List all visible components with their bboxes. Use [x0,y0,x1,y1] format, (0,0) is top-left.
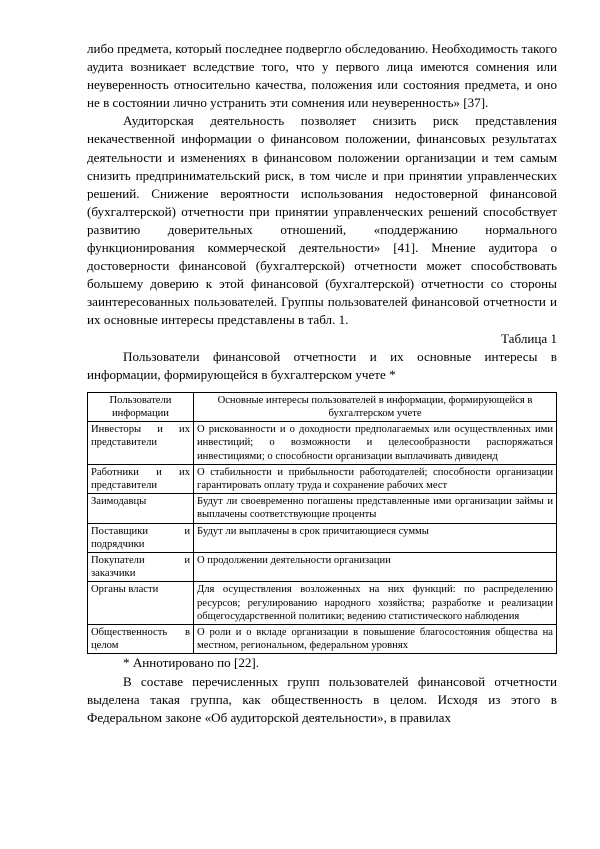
paragraph-audit-activity: Аудиторская деятельность позволяет снизить риск представления некачественной информации о финансовом положении, финансовых результатах деятельности и изменениях в финансовом положении организации и тем самым снизить предпринимательский риск, в том числе и при принятии управленческих решений. Снижение вероятности использования недостоверной финансовой (бухгалтерской) отчетности при принятии управленческих решений способствует развитию доверительных отношений, «поддержанию нормального функционирования коммерческой деятельности» [41]. Мнение аудитора о достоверности финансовой (бухгалтерской) отчетности может способствовать большему доверию к этой финансовой (бухгалтерской) отчетности со стороны заинтересованных пользователей. Группы пользователей финансовой отчетности и их основные интересы представлены в табл. 1. [87,113,557,328]
table-header-row [88,392,557,421]
row-interest: Для осуществления возложенных на них функций: по распределению ресурсов; регулированию народного хозяйства; разработке и реализации общегосударственной политики; ведению статистического наблюдения [194,582,557,625]
row-interest: О продолжении деятельности организации [194,553,557,582]
row-interest: Будут ли своевременно погашены представленные ими организации займы и выплачены соответствующие проценты [194,494,557,523]
row-user-group: Общественность в целом [88,625,194,654]
document-page [87,40,557,727]
header-users: Пользователи информации [88,392,194,421]
row-user-group: Поставщики и подрядчики [88,523,194,552]
table-row [88,582,557,625]
users-interests-table [87,392,557,655]
table-row [88,464,557,493]
table-label: Таблица 1 [501,330,557,346]
row-interest: О стабильности и прибыльности работодателей; способности организации гарантировать оплату труда и сохранение рабочих мест [194,464,557,493]
table-row [88,553,557,582]
header-interests: Основные интересы пользователей в информации, формирующейся в бухгалтерском учете [194,392,557,421]
row-interest: О роли и о вкладе организации в повышение благосостояния общества на местном, региональном, федеральном уровнях [194,625,557,654]
table-row [88,494,557,523]
row-user-group: Заимодавцы [88,494,194,523]
table-caption: Пользователи финансовой отчетности и их основные интересы в информации, формирующейся в бухгалтерском учете * [87,348,557,382]
row-user-group: Инвесторы и их представители [88,422,194,465]
row-interest: Будут ли выплачены в срок причитающиеся суммы [194,523,557,552]
table-row [88,625,557,654]
row-interest: О рискованности и о доходности предполагаемых или осуществленных ими инвестиций; о возможности и целесообразности распоряжаться инвестициями; о способности организации выплачивать дивиденд [194,422,557,465]
row-user-group: Органы власти [88,582,194,625]
row-user-group: Работники и их представители [88,464,194,493]
table-footnote: * Аннотировано по [22]. [123,655,260,671]
table-row [88,523,557,552]
row-user-group: Покупатели и заказчики [88,553,194,582]
paragraph-continuation: либо предмета, который последнее подвергло обследованию. Необходимость такого аудита возникает вследствие того, что у первого лица имеются сомнения или неуверенность относительно качества, положения или состояния предмета, и оно не в состоянии лично устранить эти сомнения или неуверенность» [37]. [87,41,557,111]
table-row [88,422,557,465]
paragraph-public-group: В составе перечисленных групп пользователей финансовой отчетности выделена такая группа, как общественность в целом. Исходя из этого в Федеральном законе «Об аудиторской деятельности», в правилах [87,673,557,725]
